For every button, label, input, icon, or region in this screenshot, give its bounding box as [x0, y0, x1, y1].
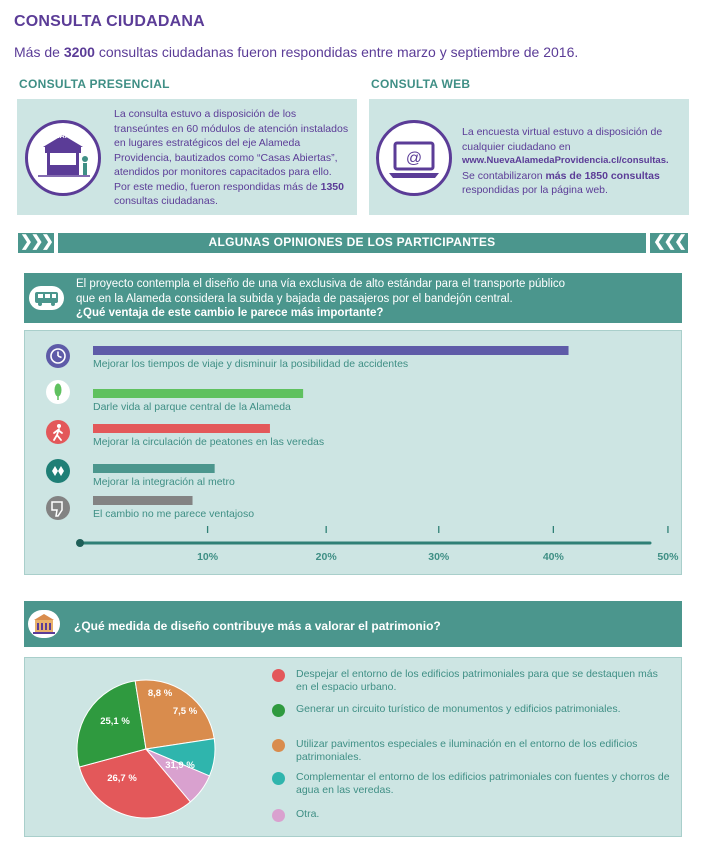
pie-value-label-4: 8,8 %: [147, 688, 173, 699]
legend-dot-3: [272, 739, 285, 752]
web-url: www.NuevaAlamedaProvidencia.cl/consultas.: [462, 155, 669, 166]
web-text: La encuesta virtual estuvo a disposición de cualquier ciudadano en www.NuevaAlamedaProvidencia.cl/consultas. Se contabilizaron más de 1850 consultas respondidas por la página web.: [462, 125, 684, 198]
page-title: CONSULTA CIUDADANA: [14, 13, 205, 30]
legend-dot-4: [272, 772, 285, 785]
presencial-text: La consulta estuvo a disposición de los transeúntes en 60 módulos de atención instalados en lugares estratégicos del eje Alameda Providencia, bautizados como “Casas Abiertas”, atendidos por monitores capacitados para ello. Por este medio, fueron respondidas más de 1350 consultas ciudadanas.: [114, 108, 349, 207]
bar-label-2: Darle vida al parque central de la Alameda: [93, 401, 291, 413]
pie-value-label-3: 25,1 %: [100, 716, 130, 727]
legend-dot-2: [272, 704, 285, 717]
banner-right-arrows: ❮❮❮: [650, 233, 688, 253]
banner-left-arrows: ❯❯❯: [18, 233, 54, 253]
x-tick-label: 30%: [428, 551, 450, 563]
question2-text: ¿Qué medida de diseño contribuye más a valorar el patrimonio?: [74, 619, 441, 633]
pie-value-label-5: 7,5 %: [172, 706, 198, 717]
x-tick-label: 20%: [315, 551, 337, 563]
banner-title: ALGUNAS OPINIONES DE LOS PARTICIPANTES: [58, 233, 646, 253]
question1-text: El proyecto contempla el diseño de una vía exclusiva de alto estándar para el transporte público que en la Alameda considera la subida y bajada de pasajeros por el bandejón central. ¿Qué ventaja de este cambio le parece más importante?: [76, 278, 566, 319]
legend-label-4: Complementar el entorno de los edificios patrimoniales con fuentes y chorros de agua en las veredas.: [296, 771, 670, 796]
x-tick-label: 40%: [542, 551, 564, 563]
bar-label-1: Mejorar los tiempos de viaje y disminuir la posibilidad de accidentes: [93, 358, 409, 370]
x-tick-label: 10%: [197, 551, 219, 563]
legend-label-5: Otra.: [296, 808, 320, 820]
nap-label: NAP: [54, 133, 70, 140]
legend-label-1: Despejar el entorno de los edificios patrimoniales para que se destaquen más en el espacio urbano.: [296, 668, 658, 693]
web-heading: CONSULTA WEB: [371, 77, 471, 91]
legend-dot-5: [272, 809, 285, 822]
legend-dot-1: [272, 669, 285, 682]
pie-value-label-1: 31,9 %: [165, 760, 195, 771]
svg-text:@: @: [405, 150, 423, 167]
bar-label-3: Mejorar la circulación de peatones en las veredas: [93, 436, 325, 448]
x-tick-label: 50%: [657, 551, 679, 563]
bar-label-4: Mejorar la integración al metro: [93, 476, 235, 488]
presencial-heading: CONSULTA PRESENCIAL: [19, 77, 170, 91]
pie-value-label-2: 26,7 %: [107, 773, 137, 784]
legend-label-2: Generar un circuito turístico de monumentos y edificios patrimoniales.: [296, 703, 621, 715]
page-subtitle: Más de 3200 consultas ciudadanas fueron respondidas entre marzo y septiembre de 2016.: [14, 44, 579, 60]
bar-label-5: El cambio no me parece ventajoso: [93, 508, 255, 520]
legend-label-3: Utilizar pavimentos especiales e iluminación en el entorno de los edificios patrimoniales.: [296, 738, 638, 763]
